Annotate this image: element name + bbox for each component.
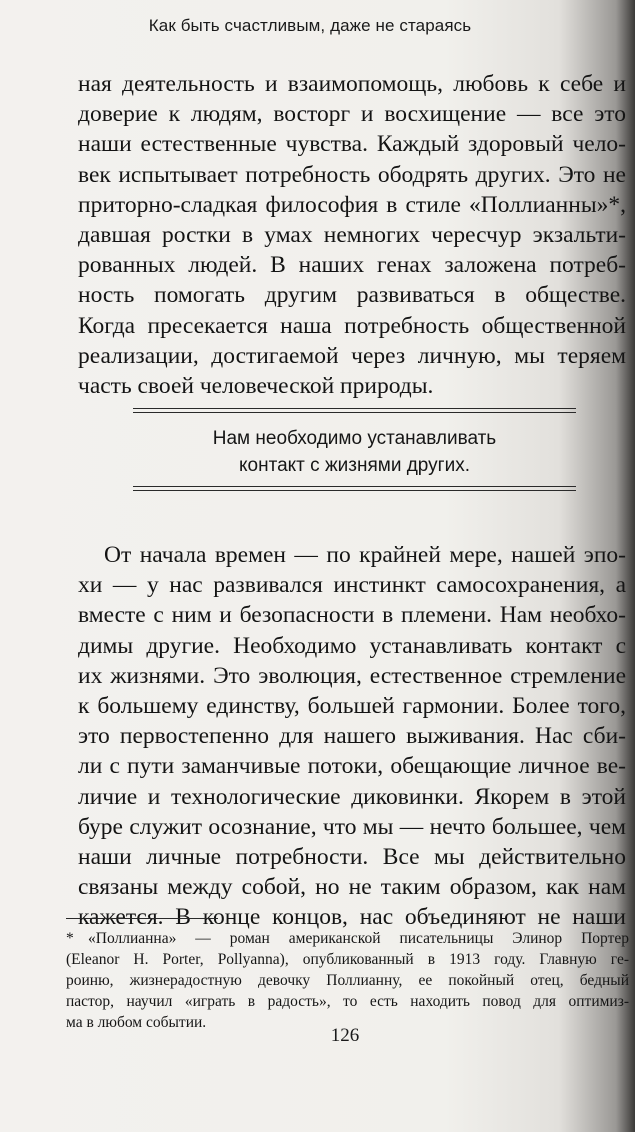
paragraph-2-line: ли с пути заманчивые потоки, обещающие личное ве- xyxy=(78,753,626,780)
paragraph-2-line: буре служит осознание, что мы — нечто большее, чем xyxy=(78,813,626,840)
running-head: Как быть счастливым, даже не стараясь xyxy=(148,16,472,35)
paragraph-1-line: ная деятельность и взаимопомощь, любовь к себе и xyxy=(78,71,626,97)
paragraph-1-line: ность помогать другим развиваться в обществе. xyxy=(78,282,626,309)
paragraph-1-line: Когда пресекается наша потребность общественной xyxy=(78,312,626,339)
paragraph-1-line: давшая ростки в умах немногих чересчур экзальти- xyxy=(78,222,626,249)
paragraph-2-line: к большему единству, большей гармонии. Более того, xyxy=(78,693,626,720)
pull-quote-top-rule xyxy=(133,408,576,413)
paragraph-2 xyxy=(78,540,626,933)
footnote-line: (Eleanor H. Porter, Pollyanna), опубликованный в 1913 году. Главную ге- xyxy=(66,951,629,968)
footnote-line: ма в любом событии. xyxy=(66,1014,207,1031)
paragraph-2-line: это первостепенно для нашего выживания. Нас сби- xyxy=(78,723,626,750)
paragraph-1-line: приторно-сладкая философия в стиле «Поллианны»*, xyxy=(78,191,626,218)
paragraph-1-line: часть своей человеческой природы. xyxy=(78,373,434,400)
footnote-line: пастор, научил «играть в радость», то есть находить повод для оптимиз- xyxy=(66,993,629,1010)
footnote-line xyxy=(66,928,629,949)
paragraph-1 xyxy=(78,69,626,401)
footnote-line-text: «Поллианна» — роман американской писательницы Элинор Портер xyxy=(88,930,629,947)
paragraph-2-line: вместе с ним и безопасности в племени. Нам необхо- xyxy=(78,602,626,629)
footnote-marker: * xyxy=(66,930,74,947)
paragraph-2-line: наши личные потребности. Все мы действительно xyxy=(78,844,626,871)
pull-quote-bottom-rule xyxy=(133,486,576,491)
paragraph-2-line: личие и технологические диковинки. Якорем в этой xyxy=(78,783,626,810)
footnote-separator xyxy=(66,918,218,919)
pull-quote xyxy=(133,425,576,479)
paragraph-2-line: хи — у нас развивался инстинкт самосохранения, а xyxy=(78,572,626,599)
paragraph-2-line: димы другие. Необходимо устанавливать контакт с xyxy=(78,632,626,659)
paragraph-1-line: реализации, достигаемой через личную, мы теряем xyxy=(78,342,626,369)
paragraph-2-line: их жизнями. Это эволюция, естественное стремление xyxy=(78,662,626,689)
paragraph-1-line: наши естественные чувства. Каждый здоровый чело- xyxy=(78,131,626,158)
paragraph-1-line: рованных людей. В наших генах заложена потреб- xyxy=(78,252,626,279)
footnote-line: роиню, жизнерадостную девочку Поллианну, ее покойный отец, бедный xyxy=(66,972,629,989)
page-number: 126 xyxy=(330,1025,360,1046)
footnote xyxy=(66,928,629,1033)
paragraph-2-line: связаны между собой, но не таким образом, как нам xyxy=(78,874,626,901)
paragraph-1-line: доверие к людям, восторг и восхищение — все это xyxy=(78,101,626,128)
pull-quote-line: контакт с жизнями других. xyxy=(239,455,470,476)
paragraph-2-line: От начала времен — по крайней мере, нашей эпо- xyxy=(104,542,626,568)
pull-quote-line: Нам необходимо устанавливать xyxy=(212,428,497,449)
paragraph-1-line: век испытывает потребность ободрять других. Это не xyxy=(78,161,626,188)
paragraph-2-line: кажется. В конце концов, нас объединяют не наши xyxy=(78,904,626,931)
